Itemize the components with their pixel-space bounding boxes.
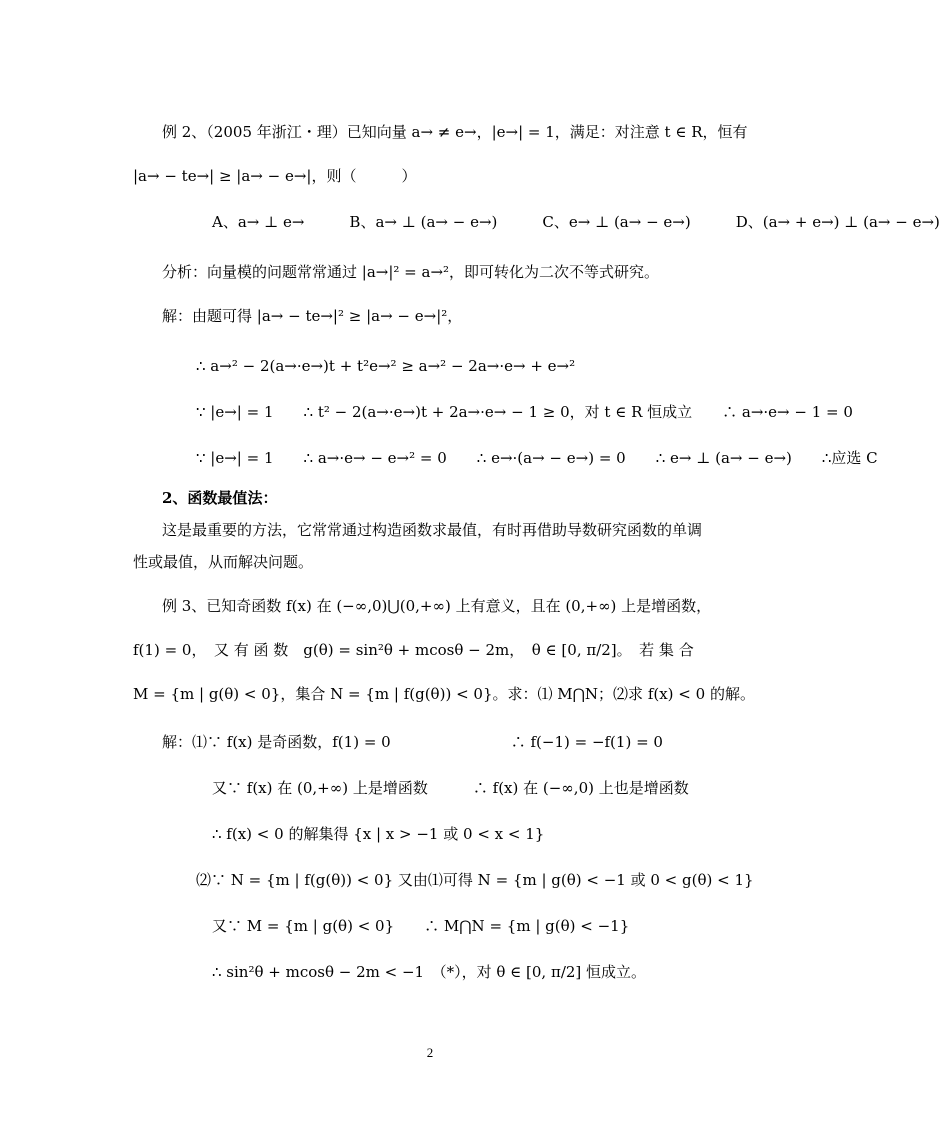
solution-line: 又∵ f(x) 在 (0,+∞) 上是增函数 ∴ f(x) 在 (−∞,0) 上也是增函数 (212, 779, 689, 797)
solution-line: 又∵ M = {m | g(θ) < 0} ∴ M⋂N = {m | g(θ) < −1} (212, 917, 630, 935)
solution-line: 解：由题可得 |a→ − te→|² ≥ |a→ − e→|²， (162, 307, 463, 325)
example-3-statement: 例 3、已知奇函数 f(x) 在 (−∞,0)⋃(0,+∞) 上有意义，且在 (0,+∞) 上是增函数， (162, 597, 712, 615)
derivation-line: ∴ a→² − 2(a→·e→)t + t²e→² ≥ a→² − 2a→·e→ + e→² (196, 357, 576, 375)
example-2-statement: 例 2、（2005 年浙江・理）已知向量 a→ ≠ e→，|e→| = 1，满足：对注意 t ∈ R，恒有 (162, 123, 748, 141)
derivation-line: ∵ |e→| = 1 ∴ t² − 2(a→·e→)t + 2a→·e→ − 1 ≥ 0，对 t ∈ R 恒成立 ∴ a→·e→ − 1 = 0 (196, 403, 853, 421)
paragraph-line: 这是最重要的方法，它常常通过构造函数求最值，有时再借助导数研究函数的单调 (162, 521, 703, 539)
analysis-line: 分析：向量模的问题常常通过 |a→|² = a→²，即可转化为二次不等式研究。 (162, 263, 660, 281)
example-3-statement: f(1) = 0， 又 有 函 数 g(θ) = sin²θ + mcosθ − 2m， θ ∈ [0, π/2]。 若 集 合 (133, 641, 694, 659)
paragraph-line: 性或最值，从而解决问题。 (133, 553, 314, 571)
solution-line: ⑵∵ N = {m | f(g(θ)) < 0} 又由⑴可得 N = {m | g(θ) < −1 或 0 < g(θ) < 1} (196, 871, 754, 889)
example-2-options: A、a→ ⊥ e→ B、a→ ⊥ (a→ − e→) C、e→ ⊥ (a→ − e→) D、(a→ + e→) ⊥ (a→ − e→) (212, 213, 940, 231)
solution-line: ∴ f(x) < 0 的解集得 {x | x > −1 或 0 < x < 1} (212, 825, 545, 843)
derivation-line: ∵ |e→| = 1 ∴ a→·e→ − e→² = 0 ∴ e→·(a→ − e→) = 0 ∴ e→ ⊥ (a→ − e→) ∴应选 C (196, 449, 878, 467)
section-heading: 2、函数最值法： (162, 489, 278, 507)
solution-line: ∴ sin²θ + mcosθ − 2m < −1 （*），对 θ ∈ [0, π/2] 恒成立。 (212, 963, 647, 981)
page-number: 2 (426, 1045, 434, 1060)
solution-line: 解：⑴∵ f(x) 是奇函数，f(1) = 0 ∴ f(−1) = −f(1) = 0 (162, 733, 663, 751)
example-2-condition: |a→ − te→| ≥ |a→ − e→|，则（ ） (133, 167, 417, 185)
example-3-statement: M = {m | g(θ) < 0}，集合 N = {m | f(g(θ)) < 0}。求：⑴ M⋂N；⑵求 f(x) < 0 的解。 (133, 685, 755, 703)
